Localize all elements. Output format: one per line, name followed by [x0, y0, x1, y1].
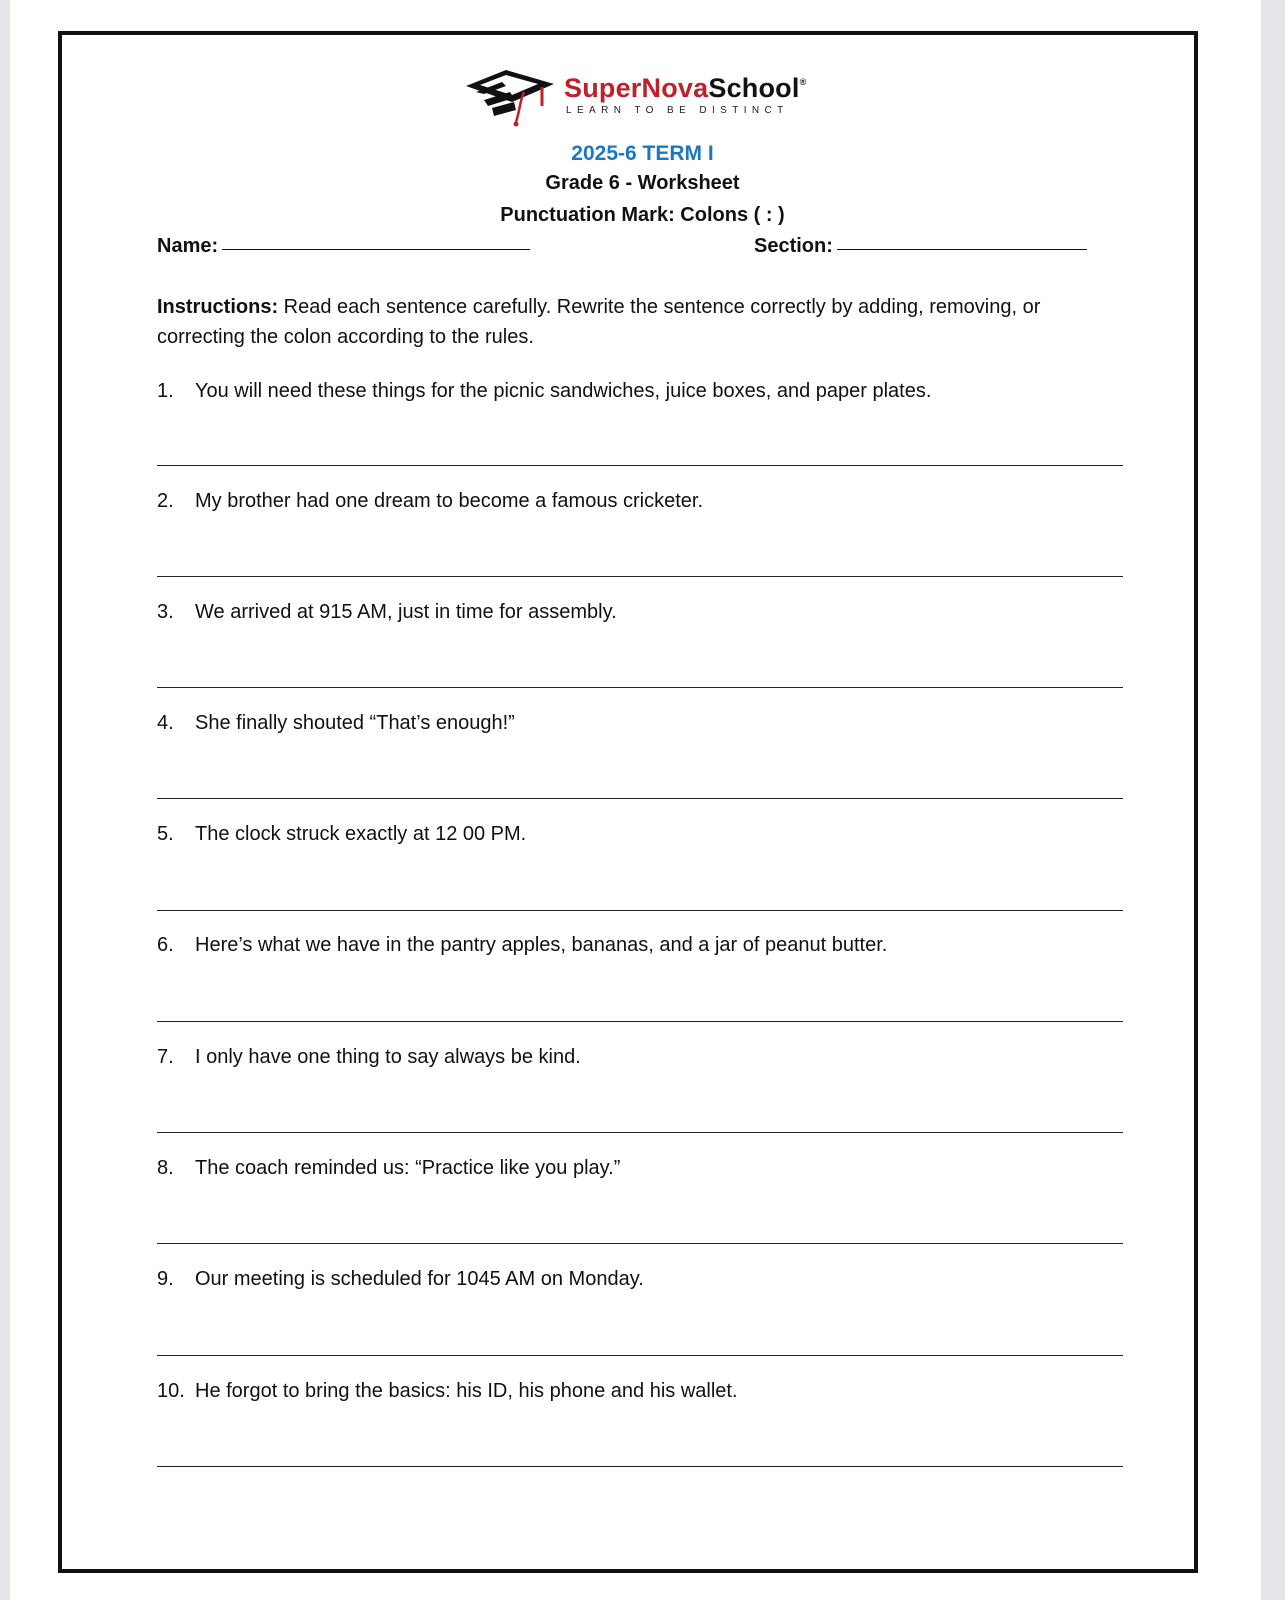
question-6: [157, 934, 887, 957]
question-number: 1.: [157, 380, 174, 402]
logo-tagline: LEARN TO BE DISTINCT: [566, 105, 789, 116]
question-number: 5.: [157, 823, 174, 845]
question-3: [157, 601, 617, 624]
answer-line-7: [157, 1132, 1123, 1133]
question-number: 7.: [157, 1046, 174, 1068]
question-text: You will need these things for the picnic sandwiches, juice boxes, and paper plates.: [195, 380, 932, 402]
question-text: He forgot to bring the basics: his ID, his phone and his wallet.: [195, 1380, 738, 1402]
question-text: We arrived at 915 AM, just in time for assembly.: [195, 601, 617, 623]
instructions-label: Instructions:: [157, 296, 279, 318]
question-number: 6.: [157, 934, 174, 956]
name-field: [157, 235, 530, 258]
section-blank-line: [837, 248, 1087, 250]
instructions-paragraph: [157, 292, 1097, 352]
question-number: 4.: [157, 712, 174, 734]
grade-heading: Grade 6 - Worksheet: [545, 172, 740, 194]
logo-wordmark: SuperNovaSchool®: [564, 73, 807, 103]
question-number: 8.: [157, 1157, 174, 1179]
question-text: Our meeting is scheduled for 1045 AM on Monday.: [195, 1268, 644, 1290]
worksheet-page-border: [58, 31, 1198, 1573]
term-heading: 2025-6 TERM I: [571, 142, 714, 165]
question-7: [157, 1046, 581, 1069]
question-text: She finally shouted “That’s enough!”: [195, 712, 515, 734]
instructions-text: Read each sentence carefully. Rewrite the sentence correctly by adding, removing, or correcting the colon according to the rules.: [157, 296, 1041, 348]
question-8: [157, 1157, 620, 1180]
graduation-cap-logo-icon: [462, 70, 558, 128]
question-2: [157, 490, 703, 513]
answer-line-5: [157, 910, 1123, 911]
answer-line-3: [157, 687, 1123, 688]
topic-heading: Punctuation Mark: Colons ( : ): [500, 204, 785, 226]
question-text: Here’s what we have in the pantry apples, bananas, and a jar of peanut butter.: [195, 934, 888, 956]
answer-line-1: [157, 465, 1123, 466]
question-number: 3.: [157, 601, 174, 623]
question-text: My brother had one dream to become a famous cricketer.: [195, 490, 704, 512]
answer-line-4: [157, 798, 1123, 799]
question-text: The coach reminded us: “Practice like you play.”: [195, 1157, 621, 1179]
answer-line-8: [157, 1243, 1123, 1244]
question-number: 10.: [157, 1380, 185, 1402]
name-blank-line: [222, 248, 530, 250]
question-5: [157, 823, 526, 846]
section-label: Section:: [754, 235, 833, 257]
question-number: 2.: [157, 490, 174, 512]
answer-line-9: [157, 1355, 1123, 1356]
question-10: [157, 1380, 738, 1403]
section-field: [754, 235, 1087, 258]
name-label: Name:: [157, 235, 219, 257]
question-4: [157, 712, 515, 735]
viewer-scrollbar-track[interactable]: [1261, 0, 1285, 1600]
question-number: 9.: [157, 1268, 174, 1290]
answer-line-10: [157, 1466, 1123, 1467]
answer-line-2: [157, 576, 1123, 577]
question-9: [157, 1268, 644, 1291]
question-text: I only have one thing to say always be kind.: [195, 1046, 581, 1068]
school-logo: [462, 70, 832, 130]
question-text: The clock struck exactly at 12 00 PM.: [195, 823, 527, 845]
question-1: [157, 380, 931, 403]
viewer-left-edge: [0, 0, 10, 1600]
answer-line-6: [157, 1021, 1123, 1022]
